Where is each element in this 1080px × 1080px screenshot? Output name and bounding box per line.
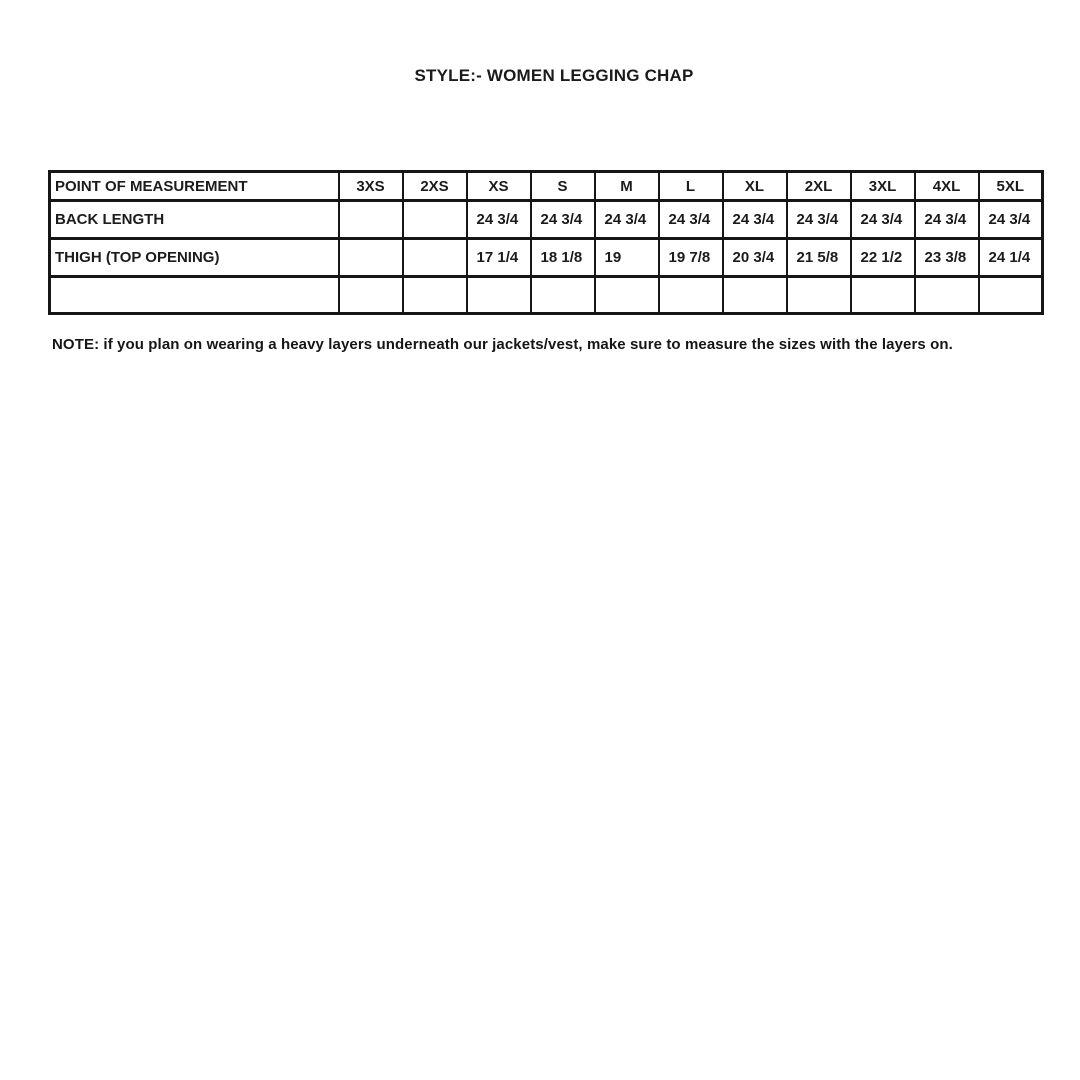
table-row-thigh xyxy=(50,239,1043,277)
size-value-cell: 18 1/8 xyxy=(531,239,595,277)
size-value-cell: 24 3/4 xyxy=(595,201,659,239)
column-header-xl: XL xyxy=(723,172,787,201)
size-value-cell xyxy=(723,277,787,314)
size-value-cell xyxy=(787,277,851,314)
size-value-cell: 24 3/4 xyxy=(979,201,1043,239)
size-chart-table xyxy=(48,170,1044,315)
size-value-cell: 19 xyxy=(595,239,659,277)
size-value-cell: 24 1/4 xyxy=(979,239,1043,277)
column-header-2xs: 2XS xyxy=(403,172,467,201)
size-value-cell: 23 3/8 xyxy=(915,239,979,277)
size-value-cell xyxy=(595,277,659,314)
size-value-cell: 17 1/4 xyxy=(467,239,531,277)
size-value-cell: 24 3/4 xyxy=(915,201,979,239)
size-value-cell xyxy=(915,277,979,314)
column-header-l: L xyxy=(659,172,723,201)
measurement-label xyxy=(50,277,339,314)
size-value-cell: 24 3/4 xyxy=(659,201,723,239)
size-value-cell xyxy=(979,277,1043,314)
size-value-cell: 24 3/4 xyxy=(851,201,915,239)
note-text: NOTE: if you plan on wearing a heavy layers underneath our jackets/vest, make sure to measure the sizes with the layers on. xyxy=(52,336,953,353)
size-value-cell xyxy=(467,277,531,314)
size-value-cell: 24 3/4 xyxy=(723,201,787,239)
size-value-cell xyxy=(851,277,915,314)
size-value-cell: 21 5/8 xyxy=(787,239,851,277)
size-value-cell: 19 7/8 xyxy=(659,239,723,277)
table-header-row xyxy=(50,172,1043,201)
column-header-4xl: 4XL xyxy=(915,172,979,201)
column-header-5xl: 5XL xyxy=(979,172,1043,201)
size-value-cell xyxy=(403,201,467,239)
column-header-measurement: POINT OF MEASUREMENT xyxy=(50,172,339,201)
size-value-cell: 24 3/4 xyxy=(467,201,531,239)
column-header-xs: XS xyxy=(467,172,531,201)
column-header-2xl: 2XL xyxy=(787,172,851,201)
size-value-cell xyxy=(659,277,723,314)
size-value-cell: 24 3/4 xyxy=(531,201,595,239)
size-value-cell xyxy=(339,201,403,239)
measurement-label: THIGH (TOP OPENING) xyxy=(50,239,339,277)
table-row-empty xyxy=(50,277,1043,314)
page-title: STYLE:- WOMEN LEGGING CHAP xyxy=(414,66,694,85)
size-value-cell xyxy=(403,277,467,314)
measurement-label: BACK LENGTH xyxy=(50,201,339,239)
column-header-3xs: 3XS xyxy=(339,172,403,201)
size-value-cell: 22 1/2 xyxy=(851,239,915,277)
column-header-s: S xyxy=(531,172,595,201)
size-value-cell: 24 3/4 xyxy=(787,201,851,239)
size-value-cell xyxy=(531,277,595,314)
size-value-cell xyxy=(339,277,403,314)
size-value-cell xyxy=(339,239,403,277)
size-value-cell xyxy=(403,239,467,277)
size-value-cell: 20 3/4 xyxy=(723,239,787,277)
column-header-3xl: 3XL xyxy=(851,172,915,201)
column-header-m: M xyxy=(595,172,659,201)
table-row-back-length xyxy=(50,201,1043,239)
